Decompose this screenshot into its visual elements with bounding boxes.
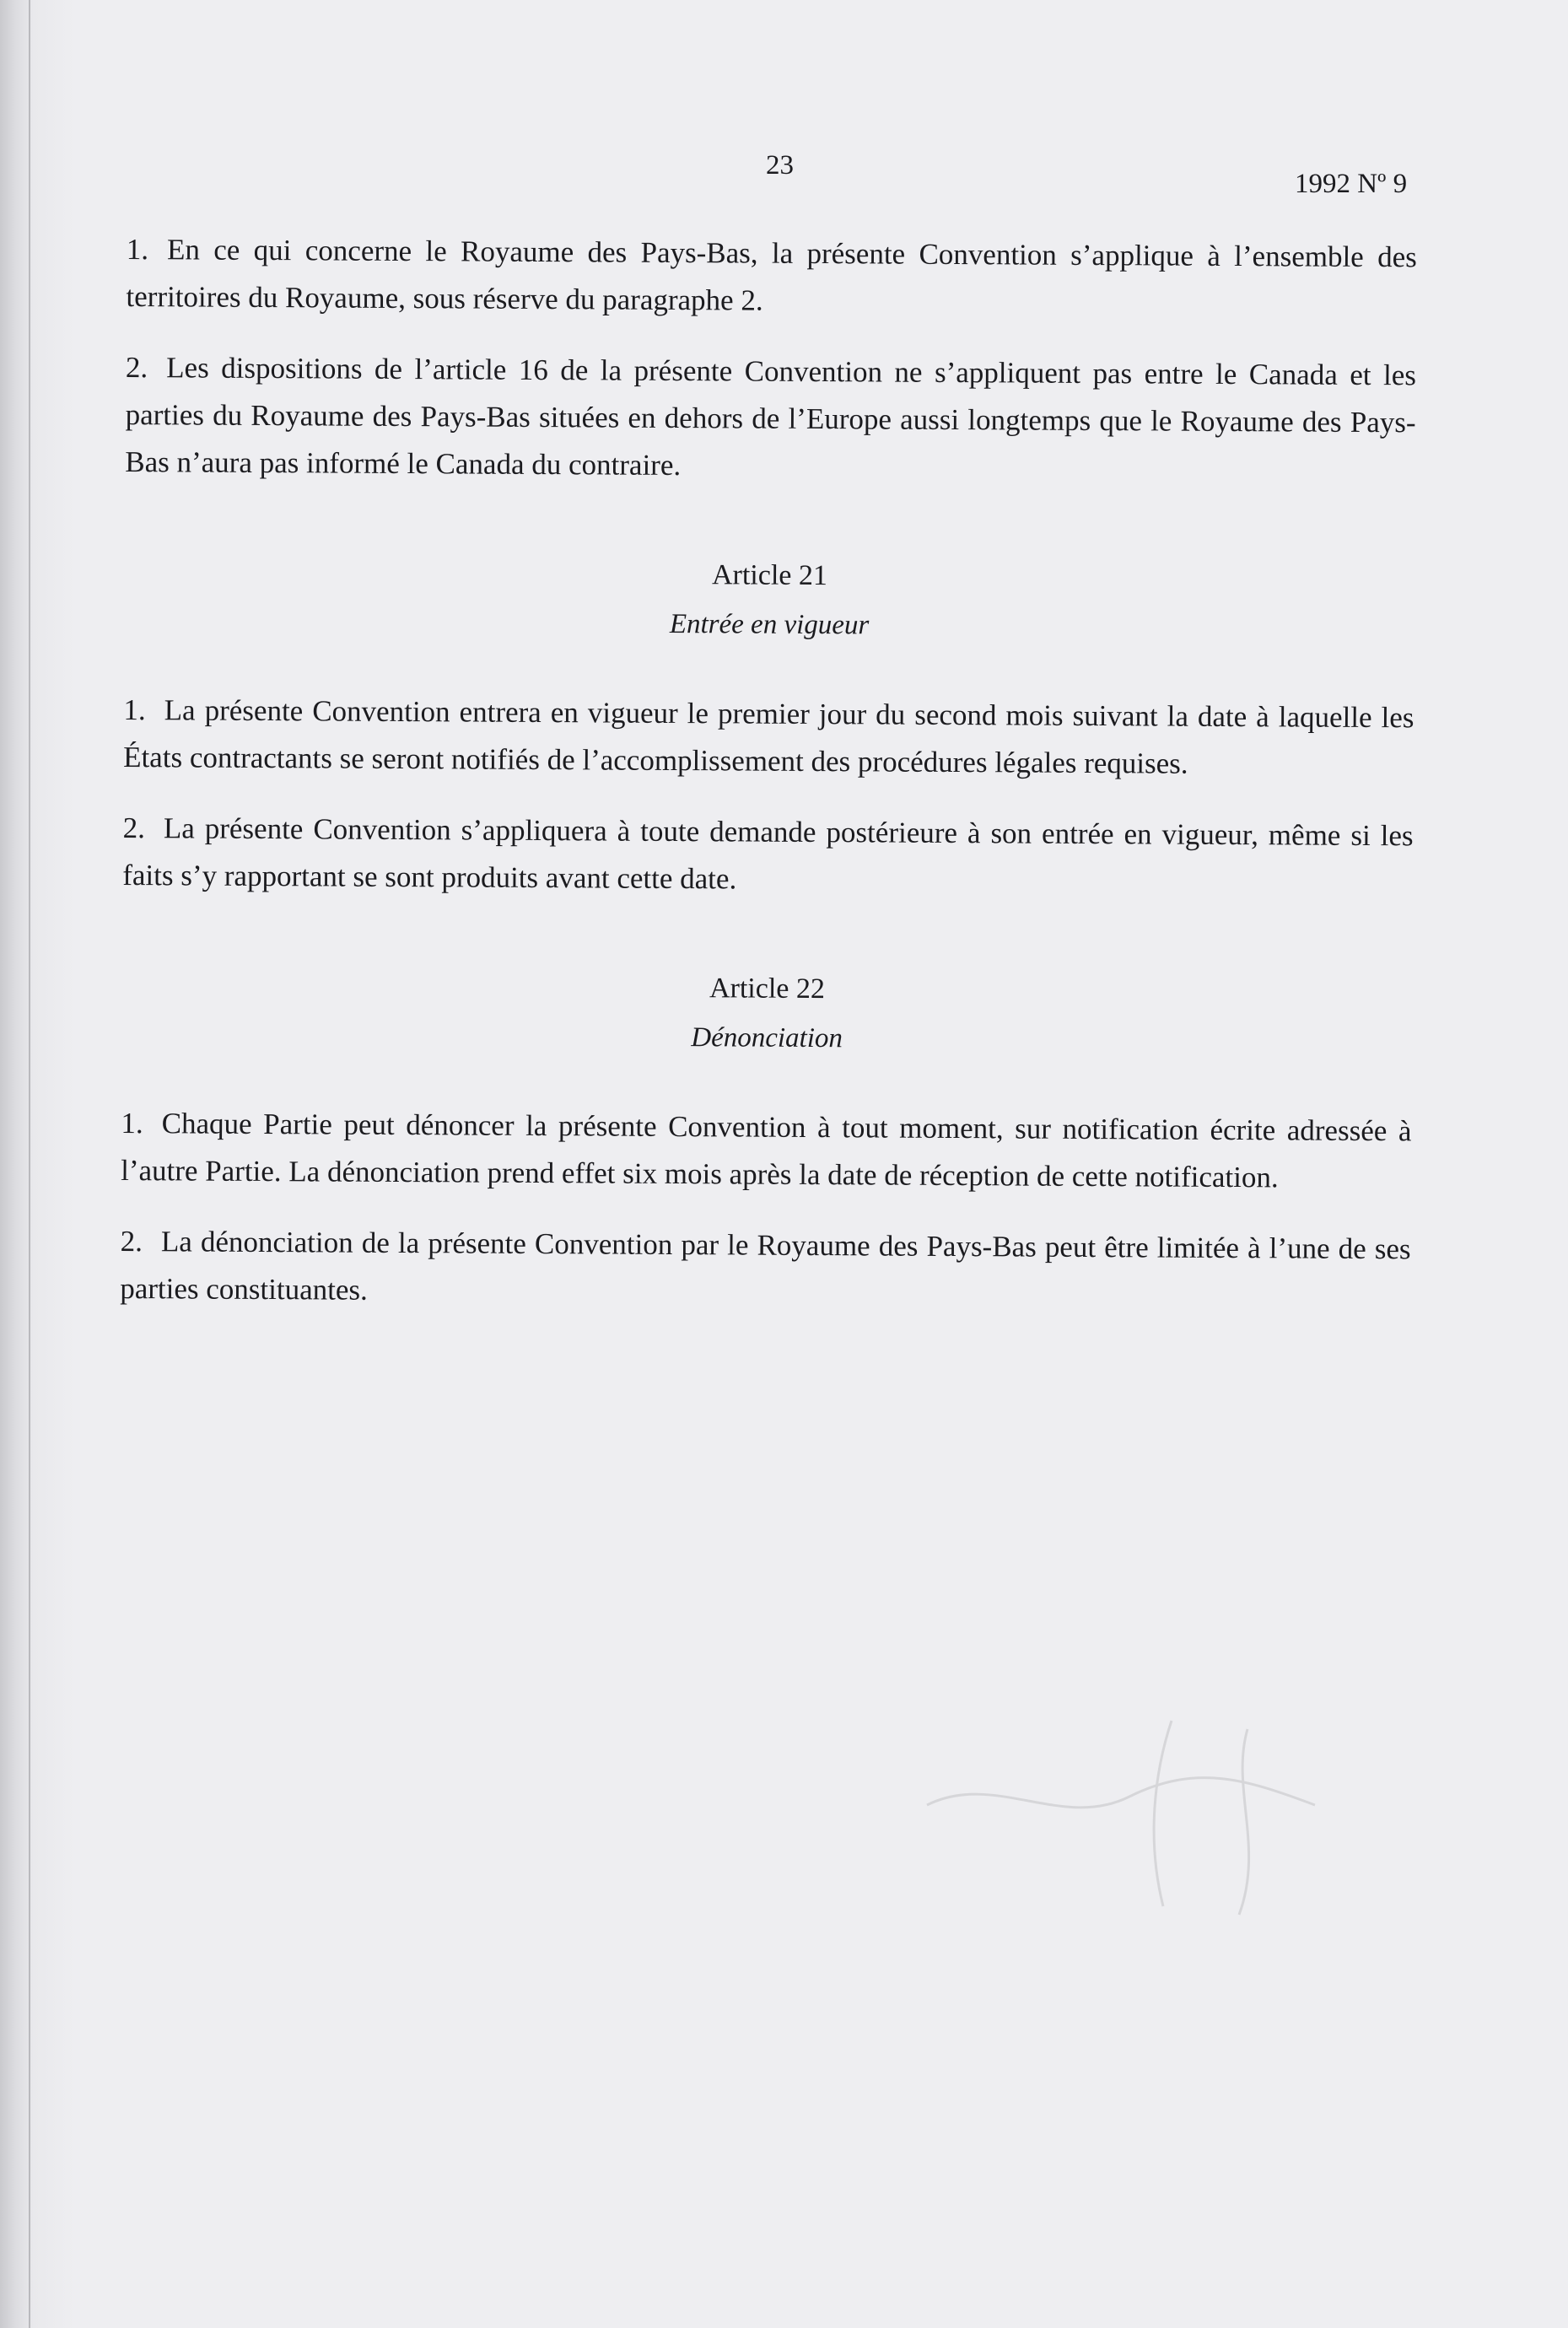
- paragraph-number: 2.: [125, 350, 148, 385]
- page-number: 23: [766, 150, 794, 181]
- page-binding-edge: [29, 0, 30, 2328]
- paragraph: [123, 687, 1414, 789]
- treaty-reference: 1992 Nº 9: [1295, 169, 1408, 199]
- intro-section: [125, 226, 1417, 493]
- paragraph: [120, 1218, 1411, 1320]
- paragraph-number: 2.: [120, 1224, 143, 1258]
- article-heading: Article 21: [711, 559, 828, 592]
- article-title: Entrée en vigueur: [669, 608, 870, 641]
- paragraph-text: La dénonciation de la présente Convention par le Royaume des Pays-Bas peut être limitée à l’une de ses parties constituantes.: [120, 1225, 1411, 1307]
- paragraph: [121, 1100, 1412, 1202]
- paragraph-text: Chaque Partie peut dénoncer la présente Convention à tout moment, sur notification écrite adressée à l’autre Partie. La dénonciation prend effet six mois après la date de réception de cette notification.: [121, 1107, 1412, 1194]
- paragraph-text: En ce qui concerne le Royaume des Pays-Bas, la présente Convention s’applique à l’ensemble des territoires du Royaume, sous réserve du paragraphe 2.: [126, 233, 1417, 317]
- article-22-section: [120, 960, 1413, 1320]
- paragraph: [125, 344, 1416, 493]
- paragraph-number: 1.: [121, 1106, 143, 1140]
- document-body: [120, 226, 1417, 1344]
- paragraph-text: Les dispositions de l’article 16 de la présente Convention ne s’appliquent pas entre le Canada et les parties du Royaume des Pays-Bas situées en dehors de l’Europe aussi longtemps que le Royaume des Pays-Bas n’aura pas informé le Canada du contraire.: [125, 351, 1417, 482]
- paragraph-number: 1.: [123, 692, 146, 727]
- paragraph-text: La présente Convention entrera en vigueur le premier jour du second mois suivant la date à laquelle les États contractants se seront notifiés de l’accomplissement des procédures légales requises.: [123, 693, 1414, 780]
- article-heading: Article 22: [709, 973, 826, 1005]
- paragraph-number: 1.: [126, 232, 149, 267]
- article-21-section: [122, 547, 1415, 907]
- article-title: Dénonciation: [691, 1022, 843, 1054]
- paragraph-number: 2.: [122, 811, 146, 845]
- paragraph-text: La présente Convention s’appliquera à toute demande postérieure à son entrée en vigueur, même si les faits s’y rapportant se sont produits avant cette date.: [122, 811, 1414, 896]
- paragraph: [126, 226, 1417, 328]
- show-through-signature-marks: [893, 1704, 1416, 1923]
- paragraph: [122, 805, 1414, 907]
